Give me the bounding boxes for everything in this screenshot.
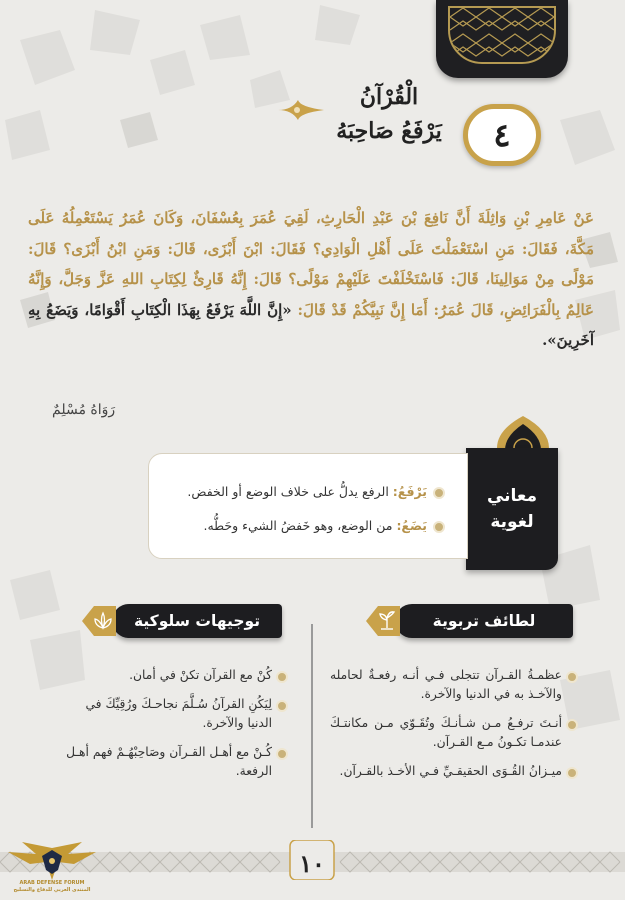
behavioral-header xyxy=(112,604,282,638)
meaning-definition: من الوضع، وهو خَفضُ الشيء وحَطُّه. xyxy=(203,518,397,533)
bullet-icon xyxy=(433,487,445,499)
list-item-text: أنـتَ ترفـعُ مـن شـأنـكَ وتُقَـوّي مـن مكانتـكَ عندمـا تكـونُ مـع القـرآن. xyxy=(330,716,562,749)
list-item xyxy=(62,743,288,781)
meaning-item xyxy=(187,484,445,499)
title-line-2: يَرْفَعُ صَاحِبَهُ xyxy=(336,118,442,144)
meaning-definition: الرفع يدلُّ على خلاف الوضع أو الخفض. xyxy=(187,484,393,499)
behavioral-header-label: توجيهات سلوكية xyxy=(133,612,261,630)
plant-icon xyxy=(366,604,400,638)
list-item xyxy=(62,666,288,685)
lesson-title xyxy=(330,80,448,148)
bullet-icon xyxy=(276,671,288,683)
column-divider xyxy=(311,624,313,828)
hadith-source: رَوَاهُ مُسْلِمٌ xyxy=(52,402,116,418)
meaning-term: يَضَعُ: xyxy=(396,518,427,533)
lattice-ornament xyxy=(448,6,556,64)
educational-header xyxy=(395,604,573,638)
list-item-text: لِيَكُنِ القرآنُ سُـلَّمَ نجاحـكَ ورُقِيِّكَ في الدنيا والآخرة. xyxy=(85,697,272,730)
bullet-icon xyxy=(566,671,578,683)
logo-text-en: ARAB DEFENSE FORUM xyxy=(19,880,85,886)
meaning-term: يَرْفَعُ: xyxy=(392,484,427,499)
meanings-tab xyxy=(466,448,558,570)
educational-list xyxy=(330,666,578,791)
gold-arrow-ornament xyxy=(278,95,324,125)
list-item-text: عظمـةُ القـرآن تتجلى فـي أنـه رفعـةٌ لحامله والآخـذ به في الدنيا والآخرة. xyxy=(330,668,562,701)
list-item-text: كُنْ مع القرآن تكنْ في أمان. xyxy=(129,668,272,682)
header-banner xyxy=(436,0,568,78)
bullet-icon xyxy=(566,719,578,731)
meanings-tab-line-2: لغوية xyxy=(490,512,534,532)
logo-text-ar: المنتدى العربي للدفاع والتسليح xyxy=(13,887,91,893)
bullet-icon xyxy=(276,748,288,760)
list-item-text: ميـزانُ القُـوَى الحقيقـيِّ فـي الأخـذ بالقـرآن. xyxy=(339,764,562,778)
meaning-item xyxy=(203,518,445,533)
list-item xyxy=(330,666,578,704)
list-item xyxy=(330,762,578,781)
hadith-text xyxy=(28,203,594,356)
hadith-body: عَنْ عَامِرِ بْنِ وَاثِلَةَ أَنَّ نَافِعَ بْنَ عَبْدِ الْحَارِثِ، لَقِيَ عُمَرَ بِعُسْفَانَ، وَكَانَ عُمَرُ يَسْتَعْمِلُهُ عَلَى مَكَّةَ، فَقَالَ: مَنِ اسْتَعْمَلْتَ عَلَى أَهْلِ الْوَادِي؟ فَقَالَ: ابْنَ أَبْزَى، قَالَ: وَمَنِ ابْنُ أَبْزَى؟ قَالَ: مَوْلًى مِنْ مَوَالِينَا، قَالَ: فَاسْتَخْلَفْتَ عَلَيْهِمْ مَوْلًى؟ قَالَ: إِنَّهُ قَارِئٌ لِكِتَابِ اللهِ عَزَّ وَجَلَّ، وَإِنَّهُ عَالِمٌ بِالْفَرَائِضِ، قَالَ عُمَرُ: أَمَا إِنَّ نَبِيَّكُمْ قَدْ قَالَ: xyxy=(28,209,594,319)
page-number: ١٠ xyxy=(299,848,325,878)
title-line-1: الْقُرْآنُ xyxy=(359,84,419,110)
bullet-icon xyxy=(566,767,578,779)
bullet-icon xyxy=(276,700,288,712)
hadith-emphasis: «إِنَّ اللَّهَ يَرْفَعُ بِهَذَا الْكِتَابِ أَقْوَامًا، وَيَضَعُ بِهِ آخَرِينَ». xyxy=(28,300,594,349)
list-item xyxy=(62,695,288,733)
lotus-icon xyxy=(82,604,116,638)
lesson-number-badge xyxy=(463,104,541,166)
eagle-icon xyxy=(2,840,102,882)
list-item-text: كُـنْ مع أهـل القـرآن وصَاحِبْهُـمْ فهم أهـل الرفعة. xyxy=(66,745,272,778)
logo-text xyxy=(2,880,102,894)
list-item xyxy=(330,714,578,752)
educational-header-label: لطائف تربوية xyxy=(432,612,536,630)
behavioral-list xyxy=(62,666,288,791)
meanings-box xyxy=(148,453,468,559)
meanings-tab-line-1: معاني xyxy=(486,486,538,506)
bullet-icon xyxy=(433,521,445,533)
lesson-number: ٤ xyxy=(493,116,511,154)
forum-logo xyxy=(2,840,102,898)
